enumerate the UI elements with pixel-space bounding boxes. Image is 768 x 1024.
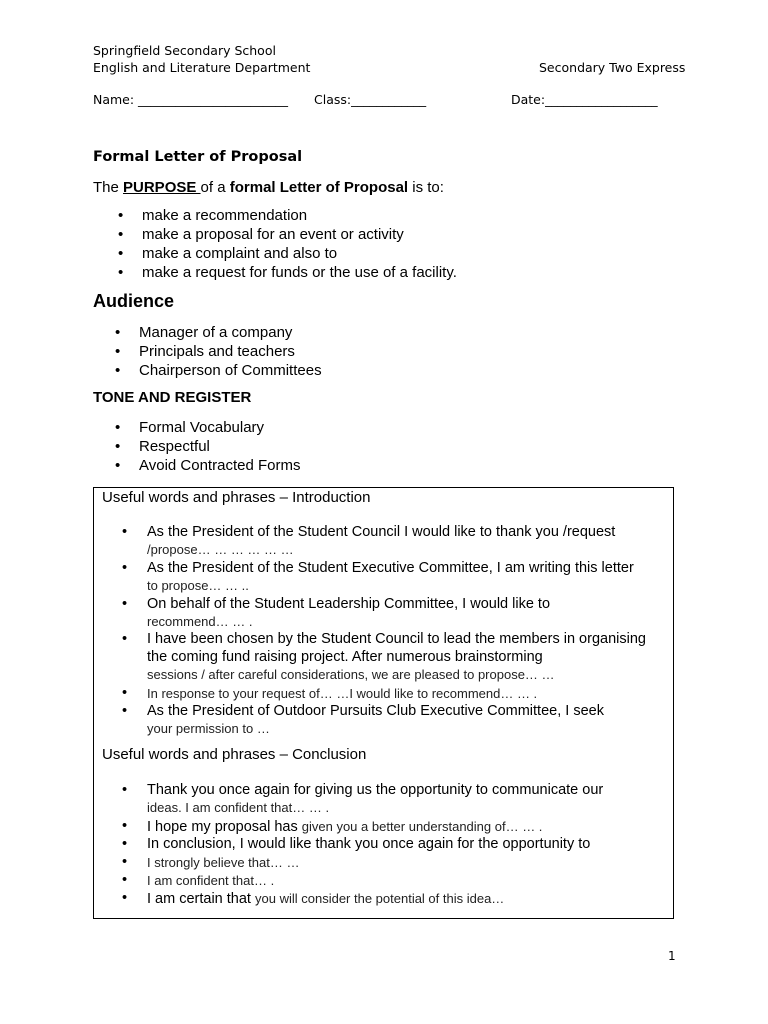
list-item: • I strongly believe that… … <box>94 854 669 872</box>
list-item: • Avoid Contracted Forms <box>93 456 300 475</box>
conclusion-list <box>94 782 669 909</box>
list-item: • Manager of a company <box>93 323 322 342</box>
section-title: Formal Letter of Proposal <box>93 149 303 165</box>
class-level: Secondary Two Express <box>539 60 686 75</box>
list-item: • Formal Vocabulary <box>93 418 300 437</box>
date-field[interactable]: Date:__________________ <box>511 92 658 107</box>
list-item: • make a recommendation <box>93 206 457 225</box>
purpose-subject: formal Letter of Proposal <box>229 179 409 196</box>
purpose-list <box>93 206 457 282</box>
list-item: • I am confident that… . <box>94 872 669 890</box>
list-item: • As the President of Outdoor Pursuits Club Executive Committee, I seek your permission to … <box>94 703 669 739</box>
list-item: • In conclusion, I would like thank you once again for the opportunity to <box>94 836 669 853</box>
list-item: • In response to your request of… …I would like to recommend… … . <box>94 685 669 703</box>
list-item: • make a complaint and also to <box>93 244 457 263</box>
purpose-suffix: is to: <box>408 179 444 196</box>
name-field[interactable]: Name: ________________________ <box>93 92 289 107</box>
tone-heading: TONE AND REGISTER <box>93 389 252 406</box>
list-item: • As the President of the Student Council I would like to thank you /request /propose… … … … … … <box>94 524 669 560</box>
purpose-keyword: PURPOSE <box>123 179 201 196</box>
list-item: • make a proposal for an event or activity <box>93 225 457 244</box>
list-item: • Chairperson of Committees <box>93 361 322 380</box>
list-item: • make a request for funds or the use of a facility. <box>93 263 457 282</box>
introduction-list <box>94 524 669 739</box>
list-item: • Principals and teachers <box>93 342 322 361</box>
purpose-middle: of a <box>200 179 230 196</box>
class-field[interactable]: Class:____________ <box>314 92 427 107</box>
list-item: • I hope my proposal has given you a better understanding of… … . <box>94 818 669 836</box>
audience-heading: Audience <box>93 291 175 311</box>
list-item: • Respectful <box>93 437 300 456</box>
page-number: 1 <box>668 949 676 963</box>
purpose-sentence <box>93 179 444 196</box>
school-name: Springfield Secondary School <box>93 43 276 58</box>
list-item: • As the President of the Student Executive Committee, I am writing this letter to propose… … .. <box>94 560 669 596</box>
useful-phrases-box <box>93 487 674 919</box>
list-item: • I have been chosen by the Student Council to lead the members in organising the coming fund raising project. After numerous brainstorming sessions / after careful considerations, we are pleased to propose… … <box>94 631 669 684</box>
audience-list <box>93 323 322 380</box>
department-name: English and Literature Department <box>93 60 311 75</box>
conclusion-heading: Useful words and phrases – Conclusion <box>102 746 367 763</box>
purpose-prefix: The <box>93 179 124 196</box>
list-item: • I am certain that you will consider the potential of this idea… <box>94 890 669 908</box>
introduction-heading: Useful words and phrases – Introduction <box>102 489 371 506</box>
list-item: • On behalf of the Student Leadership Committee, I would like to recommend… … . <box>94 596 669 632</box>
tone-list <box>93 418 300 475</box>
list-item: • Thank you once again for giving us the opportunity to communicate our ideas. I am confident that… … . <box>94 782 669 818</box>
